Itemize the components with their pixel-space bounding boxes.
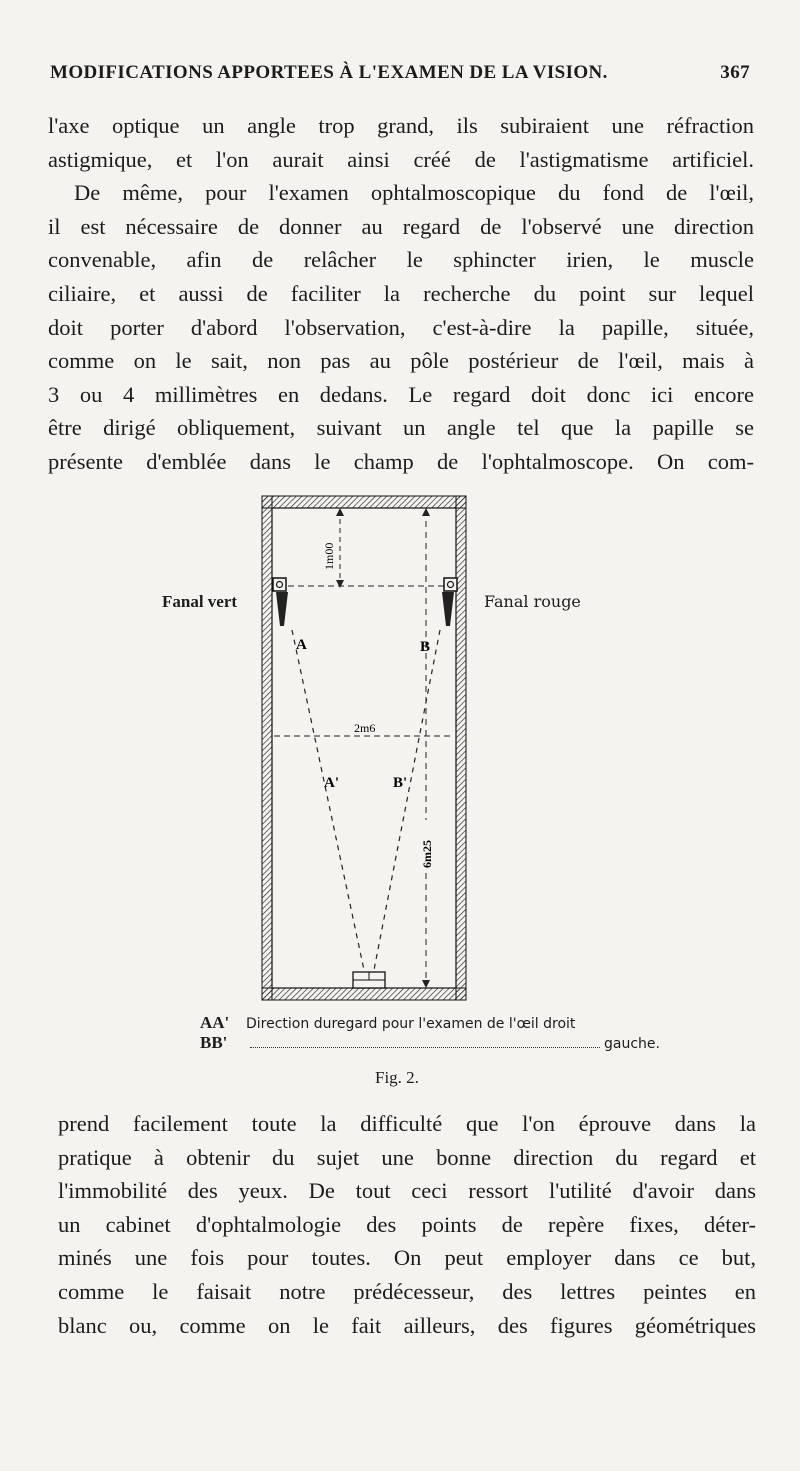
paragraph-top (48, 109, 754, 479)
text-line: ciliaire, et aussi de faciliter la recherche du point sur lequel (48, 280, 754, 306)
wall-bottom (262, 988, 466, 1000)
wall-top (262, 496, 466, 508)
wall-right (456, 496, 466, 1000)
page-number: 367 (720, 62, 750, 83)
text-line: doit porter d'abord l'observation, c'est-à-dire la papille, située, (48, 314, 754, 340)
text-line: minés une fois pour toutes. On peut employer dans ce but, (58, 1245, 756, 1271)
text-line: convenable, afin de relâcher le sphincter irien, le muscle (48, 247, 754, 273)
text-line: pratique à obtenir du sujet une bonne direction du regard et (58, 1144, 756, 1170)
observer-seat-icon (353, 972, 385, 988)
legend-key: AA' (200, 1013, 230, 1032)
text-line: astigmique, et l'on aurait ainsi créé de l'astigmatisme artificiel. (48, 146, 754, 172)
point-b-label: B (420, 639, 431, 655)
dim-width-label: 2m6 (354, 721, 376, 735)
figure-caption: Fig. 2. (375, 1068, 419, 1087)
text-line: il est nécessaire de donner au regard de l'observé une direction (48, 213, 754, 239)
point-a-label: A (296, 637, 307, 653)
legend-text: gauche. (604, 1036, 660, 1052)
text-line: prend facilement toute la difficulté que l'on éprouve dans la (58, 1111, 756, 1136)
text-line: présente d'emblée dans le champ de l'ophtalmoscope. On com- (48, 448, 754, 474)
room-diagram (150, 490, 650, 1020)
dim-top-label: 1m00 (322, 542, 336, 570)
text-line: l'immobilité des yeux. De tout ceci ressort l'utilité d'avoir dans (58, 1178, 756, 1204)
legend-key: BB' (200, 1033, 228, 1052)
running-header (50, 62, 750, 84)
paragraph-bottom (58, 1107, 756, 1342)
point-b2-label: B' (393, 775, 408, 791)
label-green-lamp: Fanal vert (162, 592, 238, 611)
legend-ditto-dots (250, 1046, 600, 1048)
label-red-lamp: Fanal rouge (484, 592, 581, 611)
legend-text: Direction duregard pour l'examen de l'œil droit (246, 1016, 576, 1032)
figure-legend (200, 1013, 660, 1053)
text-line: blanc ou, comme on le fait ailleurs, des figures géométriques (58, 1312, 756, 1338)
text-line: un cabinet d'ophtalmologie des points de repère fixes, déter- (58, 1211, 756, 1237)
text-line: De même, pour l'examen ophtalmoscopique du fond de l'œil, (74, 180, 754, 206)
text-line: l'axe optique un angle trop grand, ils subiraient une réfraction (48, 113, 754, 138)
text-line: 3 ou 4 millimètres en dedans. Le regard doit donc ici encore (48, 381, 754, 407)
dim-length-label: 6m25 (420, 840, 434, 868)
text-line: comme le faisait notre prédécesseur, des lettres peintes en (58, 1278, 756, 1304)
legend-row-aa (200, 1013, 660, 1033)
text-line: être dirigé obliquement, suivant un angle tel que la papille se (48, 415, 754, 441)
text-line: comme on le sait, non pas au pôle postérieur de l'œil, mais à (48, 348, 754, 374)
wall-left (262, 496, 272, 1000)
point-a2-label: A' (324, 775, 339, 791)
running-title: MODIFICATIONS APPORTEES À L'EXAMEN DE LA VISION. (50, 62, 608, 83)
legend-row-bb (200, 1033, 660, 1053)
